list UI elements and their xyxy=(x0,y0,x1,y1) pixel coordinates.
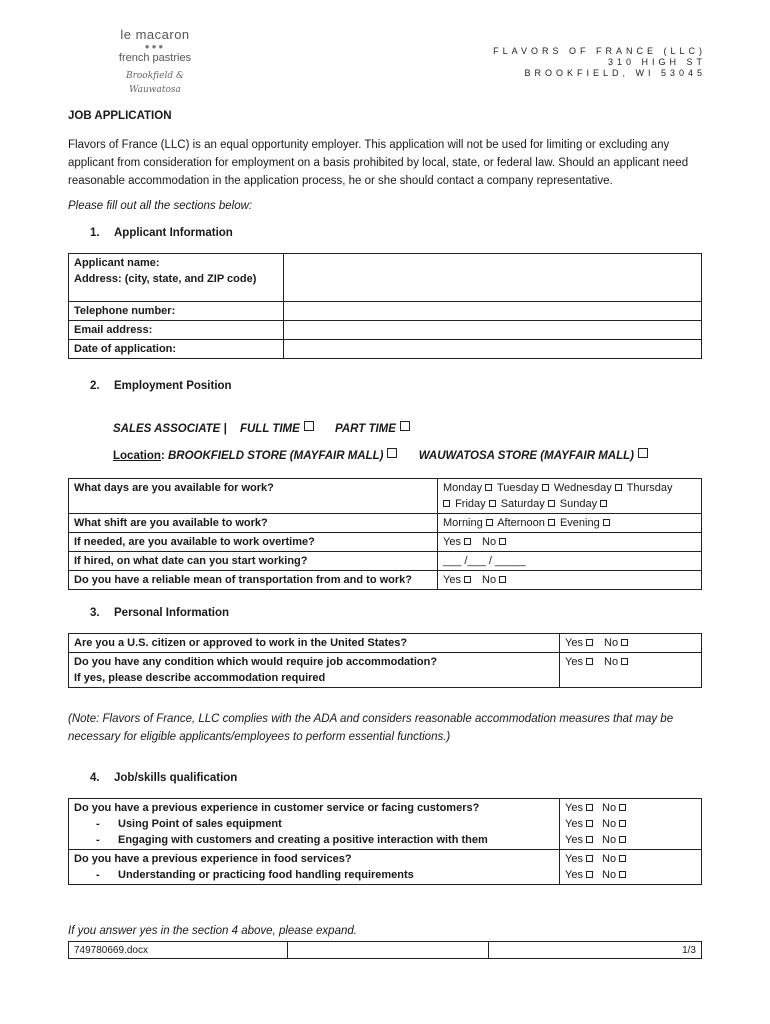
shift-options xyxy=(438,514,702,533)
condition-options xyxy=(560,653,702,688)
transport-no-label: No xyxy=(482,574,497,586)
handling-no-label: No xyxy=(602,869,617,881)
address-line2: 310 HIGH ST xyxy=(607,57,706,67)
wednesday-checkbox[interactable] xyxy=(615,484,622,491)
section3-heading xyxy=(90,607,229,619)
food-handling-label: Understanding or practicing food handling requirements xyxy=(118,869,414,881)
section4-title: Job/skills qualification xyxy=(114,772,238,784)
engage-subitem xyxy=(74,832,554,848)
overtime-no-checkbox[interactable] xyxy=(499,538,506,545)
personal-info-table xyxy=(68,633,702,688)
engage-label: Engaging with customers and creating a positive interaction with them xyxy=(118,834,488,846)
saturday-checkbox[interactable] xyxy=(548,500,555,507)
customer-options xyxy=(560,799,702,850)
day-sunday: Sunday xyxy=(559,498,598,510)
section3-title: Personal Information xyxy=(114,607,230,619)
pos-no-checkbox[interactable] xyxy=(619,820,626,827)
overtime-options xyxy=(438,533,702,552)
store2-checkbox[interactable] xyxy=(638,448,648,458)
transport-question: Do you have a reliable mean of transportation from and to work? xyxy=(69,571,438,590)
address-line3: BROOKFIELD, WI 53045 xyxy=(524,68,706,78)
pos-yes-label: Yes xyxy=(565,818,583,830)
full-time-checkbox[interactable] xyxy=(304,421,314,431)
overtime-yes-checkbox[interactable] xyxy=(464,538,471,545)
pos-subitem xyxy=(74,816,554,832)
food-dash: - xyxy=(96,869,100,881)
customer-no-label: No xyxy=(602,802,617,814)
condition-question-cell xyxy=(69,653,560,688)
overtime-question: If needed, are you available to work overtime? xyxy=(69,533,438,552)
customer-yes-checkbox[interactable] xyxy=(586,804,593,811)
day-tuesday: Tuesday xyxy=(497,482,539,494)
address-line1: FLAVORS OF FRANCE (LLC) xyxy=(493,46,706,56)
pos-dash: - xyxy=(96,818,100,830)
skills-table xyxy=(68,798,702,885)
monday-checkbox[interactable] xyxy=(485,484,492,491)
logo-line3: Brookfield & Wauwatosa xyxy=(125,71,185,95)
start-date-question: If hired, on what date can you start working? xyxy=(69,552,438,571)
morning-checkbox[interactable] xyxy=(486,519,493,526)
condition-no-label: No xyxy=(604,656,619,668)
pos-label: Using Point of sales equipment xyxy=(118,818,282,830)
food-question: Do you have a previous experience in food services? xyxy=(74,853,352,865)
instructions: Please fill out all the sections below: xyxy=(68,200,253,212)
section1-number: 1. xyxy=(90,227,100,239)
tuesday-checkbox[interactable] xyxy=(542,484,549,491)
store1-checkbox[interactable] xyxy=(387,448,397,458)
shift-morning: Morning xyxy=(443,517,483,529)
customer-question: Do you have a previous experience in customer service or facing customers? xyxy=(74,802,480,814)
store2-label: WAUWATOSA STORE (MAYFAIR MALL) xyxy=(418,450,634,462)
transport-yes-checkbox[interactable] xyxy=(464,576,471,583)
citizen-no-label: No xyxy=(604,637,619,649)
engage-no-checkbox[interactable] xyxy=(619,836,626,843)
condition-yes-checkbox[interactable] xyxy=(586,658,593,665)
engage-yes-checkbox[interactable] xyxy=(586,836,593,843)
company-logo xyxy=(100,27,210,95)
afternoon-checkbox[interactable] xyxy=(548,519,555,526)
overtime-no-label: No xyxy=(482,536,497,548)
citizen-question: Are you a U.S. citizen or approved to work in the United States? xyxy=(69,634,560,653)
section1-title: Applicant Information xyxy=(114,227,233,239)
section4-heading xyxy=(90,772,237,784)
page-footer xyxy=(68,941,702,959)
date-field[interactable] xyxy=(284,340,702,359)
evening-checkbox[interactable] xyxy=(603,519,610,526)
engage-no-label: No xyxy=(602,834,617,846)
food-no-label: No xyxy=(602,853,617,865)
section3-number: 3. xyxy=(90,607,100,619)
days-options xyxy=(438,479,702,514)
handling-yes-checkbox[interactable] xyxy=(586,871,593,878)
section4-number: 4. xyxy=(90,772,100,784)
applicant-info-table xyxy=(68,253,702,359)
part-time-label: PART TIME xyxy=(335,423,396,435)
handling-yes-label: Yes xyxy=(565,869,583,881)
food-no-checkbox[interactable] xyxy=(619,855,626,862)
days-question: What days are you available for work? xyxy=(69,479,438,514)
store1-label: BROOKFIELD STORE (MAYFAIR MALL) xyxy=(167,450,384,462)
location-line xyxy=(113,448,648,462)
document-title: JOB APPLICATION xyxy=(68,110,172,122)
start-date-field[interactable]: ___ /___ / _____ xyxy=(438,552,702,571)
section2-number: 2. xyxy=(90,380,100,392)
full-time-label: FULL TIME xyxy=(239,423,300,435)
logo-dots: ●●● xyxy=(144,42,166,51)
telephone-label: Telephone number: xyxy=(69,302,284,321)
logo-line1: le macaron xyxy=(120,27,190,42)
describe-accommodation: If yes, please describe accommodation required xyxy=(74,672,326,684)
shift-question: What shift are you available to work? xyxy=(69,514,438,533)
food-options xyxy=(560,850,702,885)
day-friday: Friday xyxy=(455,498,486,510)
logo-line2: french pastries xyxy=(118,52,192,64)
day-saturday: Saturday xyxy=(500,498,545,510)
food-yes-label: Yes xyxy=(565,853,583,865)
applicant-name-field[interactable] xyxy=(284,254,702,302)
citizen-yes-checkbox[interactable] xyxy=(586,639,593,646)
date-label: Date of application: xyxy=(69,340,284,359)
sunday-checkbox[interactable] xyxy=(600,500,607,507)
customer-no-checkbox[interactable] xyxy=(619,804,626,811)
handling-no-checkbox[interactable] xyxy=(619,871,626,878)
section2-title: Employment Position xyxy=(114,380,232,392)
engage-dash: - xyxy=(96,834,100,846)
footer-filename: 749780669.docx xyxy=(69,942,288,959)
day-wednesday: Wednesday xyxy=(553,482,612,494)
condition-yes-label: Yes xyxy=(565,656,583,668)
citizen-yes-label: Yes xyxy=(565,637,583,649)
citizen-no-checkbox[interactable] xyxy=(621,639,628,646)
customer-question-cell xyxy=(69,799,560,850)
footer-middle xyxy=(288,942,489,959)
section1-heading xyxy=(90,227,233,239)
transport-no-checkbox[interactable] xyxy=(499,576,506,583)
transport-options xyxy=(438,571,702,590)
condition-question: Do you have any condition which would require job accommodation? xyxy=(74,656,438,668)
condition-no-checkbox[interactable] xyxy=(621,658,628,665)
email-label: Email address: xyxy=(69,321,284,340)
friday-checkbox[interactable] xyxy=(489,500,496,507)
footer-page-number: 1/3 xyxy=(489,942,702,959)
food-question-cell xyxy=(69,850,560,885)
shift-evening: Evening xyxy=(559,517,600,529)
transport-yes-label: Yes xyxy=(443,574,461,586)
customer-yes-label: Yes xyxy=(565,802,583,814)
location-colon: : xyxy=(160,450,165,462)
food-subitem xyxy=(74,867,554,883)
citizen-options xyxy=(560,634,702,653)
food-yes-checkbox[interactable] xyxy=(586,855,593,862)
position-line xyxy=(113,421,410,435)
address-label: Address: (city, state, and ZIP code) xyxy=(74,273,257,285)
employment-table xyxy=(68,478,702,590)
day-monday: Monday xyxy=(443,482,483,494)
part-time-checkbox[interactable] xyxy=(400,421,410,431)
expand-note: If you answer yes in the section 4 above, please expand. xyxy=(68,925,357,937)
applicant-name-label: Applicant name: xyxy=(74,257,160,269)
thursday-checkbox[interactable] xyxy=(443,500,450,507)
email-field[interactable] xyxy=(284,321,702,340)
intro-paragraph: Flavors of France (LLC) is an equal opportunity employer. This application will not be used for limiting or excluding any applicant from consideration for employment on a basis prohibited by local, state, or federal law. Should an applicant need reasonable accommodation in the application process, he or she should contact a company representative. xyxy=(68,139,689,187)
position-name: SALES ASSOCIATE | xyxy=(113,423,227,435)
company-address xyxy=(493,46,706,79)
engage-yes-label: Yes xyxy=(565,834,583,846)
overtime-yes-label: Yes xyxy=(443,536,461,548)
pos-no-label: No xyxy=(602,818,617,830)
day-thursday: Thursday xyxy=(626,482,673,494)
shift-afternoon: Afternoon xyxy=(497,517,545,529)
telephone-field[interactable] xyxy=(284,302,702,321)
pos-yes-checkbox[interactable] xyxy=(586,820,593,827)
applicant-label-cell xyxy=(69,254,284,302)
section2-heading xyxy=(90,380,232,392)
location-label: Location xyxy=(113,450,161,462)
ada-note: (Note: Flavors of France, LLC complies with the ADA and considers reasonable accommodation measures that may be necessary for eligible applicants/employees to perform essential functions.) xyxy=(68,713,674,743)
